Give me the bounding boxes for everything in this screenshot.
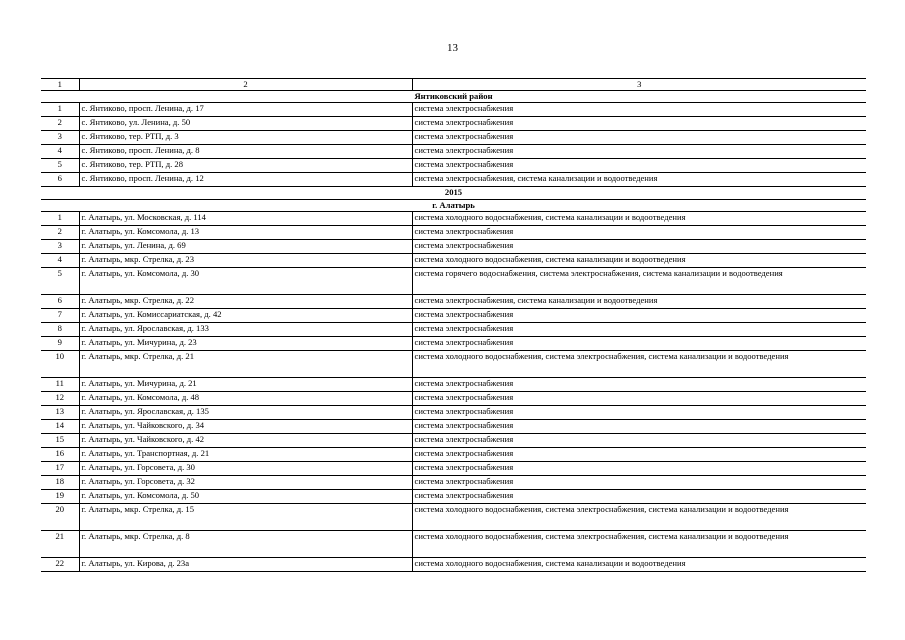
table-row <box>41 211 866 225</box>
table-row <box>41 530 866 557</box>
row-number-cell: 2 <box>41 117 79 131</box>
row-systems-cell: система холодного водоснабжения, система электроснабжения, система канализации и водоотведения <box>412 350 866 377</box>
row-systems-cell: система электроснабжения <box>412 239 866 253</box>
table-row <box>41 173 866 187</box>
row-address-cell: г. Алатырь, ул. Комсомола, д. 50 <box>79 489 412 503</box>
table-row <box>41 131 866 145</box>
row-number-cell: 8 <box>41 322 79 336</box>
row-address-cell: г. Алатырь, ул. Чайковского, д. 34 <box>79 419 412 433</box>
section-heading: Янтиковский район <box>41 91 866 103</box>
objects-table <box>41 78 866 572</box>
table-row <box>41 225 866 239</box>
row-systems-cell: система горячего водоснабжения, система электроснабжения, система канализации и водоотведения <box>412 267 866 294</box>
table-row <box>41 159 866 173</box>
row-address-cell: г. Алатырь, ул. Ленина, д. 69 <box>79 239 412 253</box>
row-address-cell: г. Алатырь, мкр. Стрелка, д. 22 <box>79 294 412 308</box>
row-number-cell: 19 <box>41 489 79 503</box>
row-address-cell: г. Алатырь, мкр. Стрелка, д. 21 <box>79 350 412 377</box>
row-systems-cell: система холодного водоснабжения, система канализации и водоотведения <box>412 211 866 225</box>
section-heading-row <box>41 199 866 211</box>
row-systems-cell: система электроснабжения <box>412 103 866 117</box>
row-address-cell: с. Янтиково, тер. РТП, д. 28 <box>79 159 412 173</box>
section-heading-row <box>41 187 866 199</box>
header-cell-systems: 3 <box>412 79 866 91</box>
table-row <box>41 322 866 336</box>
row-number-cell: 7 <box>41 308 79 322</box>
row-systems-cell: система электроснабжения <box>412 308 866 322</box>
table-row <box>41 461 866 475</box>
row-address-cell: г. Алатырь, мкр. Стрелка, д. 15 <box>79 503 412 530</box>
table-row <box>41 350 866 377</box>
row-number-cell: 1 <box>41 103 79 117</box>
row-address-cell: г. Алатырь, ул. Московская, д. 114 <box>79 211 412 225</box>
row-systems-cell: система электроснабжения <box>412 322 866 336</box>
row-address-cell: г. Алатырь, мкр. Стрелка, д. 8 <box>79 530 412 557</box>
row-number-cell: 5 <box>41 267 79 294</box>
row-systems-cell: система электроснабжения <box>412 391 866 405</box>
table-header-row <box>41 79 866 91</box>
row-number-cell: 18 <box>41 475 79 489</box>
row-number-cell: 4 <box>41 253 79 267</box>
row-number-cell: 14 <box>41 419 79 433</box>
row-address-cell: г. Алатырь, ул. Мичурина, д. 23 <box>79 336 412 350</box>
row-address-cell: г. Алатырь, ул. Комсомола, д. 13 <box>79 225 412 239</box>
row-systems-cell: система холодного водоснабжения, система канализации и водоотведения <box>412 253 866 267</box>
row-number-cell: 20 <box>41 503 79 530</box>
row-systems-cell: система электроснабжения <box>412 131 866 145</box>
section-heading: 2015 <box>41 187 866 199</box>
row-number-cell: 13 <box>41 405 79 419</box>
table-row <box>41 308 866 322</box>
row-number-cell: 2 <box>41 225 79 239</box>
row-number-cell: 17 <box>41 461 79 475</box>
row-address-cell: с. Янтиково, ул. Ленина, д. 50 <box>79 117 412 131</box>
row-systems-cell: система электроснабжения <box>412 447 866 461</box>
row-address-cell: с. Янтиково, просп. Ленина, д. 12 <box>79 173 412 187</box>
section-heading-row <box>41 91 866 103</box>
row-systems-cell: система электроснабжения <box>412 159 866 173</box>
row-systems-cell: система электроснабжения <box>412 475 866 489</box>
table-row <box>41 419 866 433</box>
section-heading: г. Алатырь <box>41 199 866 211</box>
row-systems-cell: система холодного водоснабжения, система электроснабжения, система канализации и водоотведения <box>412 503 866 530</box>
row-systems-cell: система электроснабжения <box>412 145 866 159</box>
table-row <box>41 145 866 159</box>
row-systems-cell: система электроснабжения <box>412 419 866 433</box>
row-systems-cell: система электроснабжения <box>412 433 866 447</box>
row-address-cell: г. Алатырь, ул. Ярославская, д. 135 <box>79 405 412 419</box>
row-address-cell: г. Алатырь, ул. Горсовета, д. 32 <box>79 475 412 489</box>
row-number-cell: 1 <box>41 211 79 225</box>
row-systems-cell: система электроснабжения <box>412 225 866 239</box>
row-number-cell: 4 <box>41 145 79 159</box>
row-address-cell: г. Алатырь, ул. Горсовета, д. 30 <box>79 461 412 475</box>
row-number-cell: 10 <box>41 350 79 377</box>
row-systems-cell: система электроснабжения <box>412 336 866 350</box>
row-systems-cell: система электроснабжения <box>412 489 866 503</box>
row-number-cell: 3 <box>41 239 79 253</box>
row-systems-cell: система электроснабжения <box>412 117 866 131</box>
row-systems-cell: система электроснабжения <box>412 377 866 391</box>
table-container <box>41 78 866 572</box>
row-number-cell: 21 <box>41 530 79 557</box>
row-address-cell: г. Алатырь, ул. Мичурина, д. 21 <box>79 377 412 391</box>
row-number-cell: 12 <box>41 391 79 405</box>
row-address-cell: г. Алатырь, ул. Ярославская, д. 133 <box>79 322 412 336</box>
table-row <box>41 503 866 530</box>
row-number-cell: 6 <box>41 294 79 308</box>
table-row <box>41 239 866 253</box>
row-number-cell: 9 <box>41 336 79 350</box>
table-row <box>41 391 866 405</box>
table-row <box>41 253 866 267</box>
table-row <box>41 294 866 308</box>
table-row <box>41 377 866 391</box>
header-cell-address: 2 <box>79 79 412 91</box>
row-systems-cell: система электроснабжения, система канализации и водоотведения <box>412 173 866 187</box>
table-row <box>41 117 866 131</box>
row-number-cell: 3 <box>41 131 79 145</box>
row-address-cell: г. Алатырь, ул. Чайковского, д. 42 <box>79 433 412 447</box>
table-row <box>41 405 866 419</box>
row-address-cell: с. Янтиково, тер. РТП, д. 3 <box>79 131 412 145</box>
row-number-cell: 5 <box>41 159 79 173</box>
row-address-cell: г. Алатырь, мкр. Стрелка, д. 23 <box>79 253 412 267</box>
row-address-cell: г. Алатырь, ул. Кирова, д. 23а <box>79 557 412 571</box>
row-address-cell: г. Алатырь, ул. Комиссариатская, д. 42 <box>79 308 412 322</box>
page-number: 13 <box>447 42 458 54</box>
row-number-cell: 6 <box>41 173 79 187</box>
row-systems-cell: система электроснабжения <box>412 461 866 475</box>
table-row <box>41 103 866 117</box>
table-row <box>41 267 866 294</box>
row-address-cell: с. Янтиково, просп. Ленина, д. 8 <box>79 145 412 159</box>
row-address-cell: с. Янтиково, просп. Ленина, д. 17 <box>79 103 412 117</box>
row-systems-cell: система холодного водоснабжения, система электроснабжения, система канализации и водоотведения <box>412 530 866 557</box>
row-systems-cell: система холодного водоснабжения, система канализации и водоотведения <box>412 557 866 571</box>
row-number-cell: 15 <box>41 433 79 447</box>
row-number-cell: 11 <box>41 377 79 391</box>
table-row <box>41 447 866 461</box>
row-systems-cell: система электроснабжения, система канализации и водоотведения <box>412 294 866 308</box>
header-cell-number: 1 <box>41 79 79 91</box>
row-address-cell: г. Алатырь, ул. Комсомола, д. 48 <box>79 391 412 405</box>
row-number-cell: 22 <box>41 557 79 571</box>
table-row <box>41 557 866 571</box>
row-number-cell: 16 <box>41 447 79 461</box>
row-address-cell: г. Алатырь, ул. Комсомола, д. 30 <box>79 267 412 294</box>
table-row <box>41 475 866 489</box>
table-row <box>41 433 866 447</box>
table-row <box>41 489 866 503</box>
row-address-cell: г. Алатырь, ул. Транспортная, д. 21 <box>79 447 412 461</box>
row-systems-cell: система электроснабжения <box>412 405 866 419</box>
table-row <box>41 336 866 350</box>
